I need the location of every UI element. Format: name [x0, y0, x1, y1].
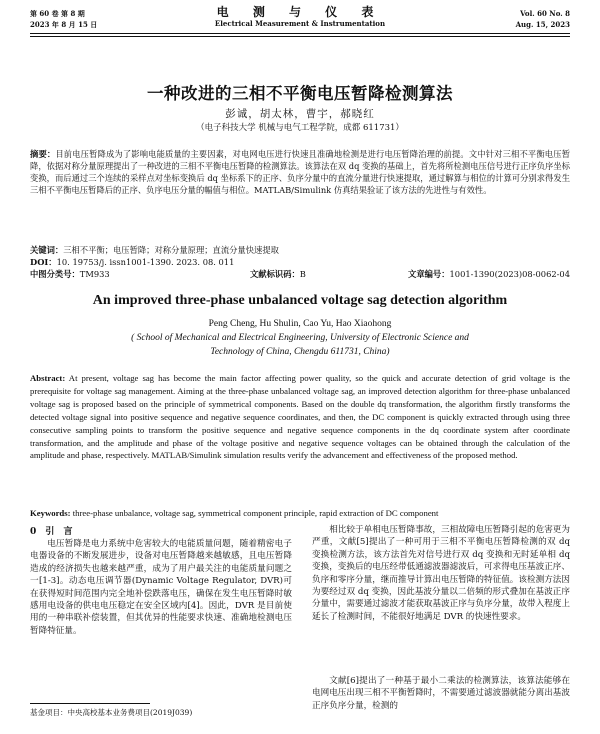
doi-label: DOI：: [30, 257, 57, 267]
clc-number: [30, 268, 110, 280]
header-volume-en: Vol. 60 No. 8: [520, 9, 570, 18]
body-right-paragraph-1: 相比较于单相电压暂降事故，三相故障电压暂降引起的危害更为严重，文献[5]提出了一种可用于三相不平衡电压暂降检测的双 dq 变换检测方法，该方法首先对信号进行双 dq 变换和无时延单相 dq 变换，变换后的电压经带低通滤波器滤波后，可求得电压基波正序、负序和零序分量，继而推导计算出电压暂降的特征值。该检测方法因为要经过双 dq 变换，因此基波分量以二倍频的形式叠加在基波正序分量中，需要通过滤波才能获取基波正序与负序分量，故带入程度上延长了检测时间，不能很好地满足 DVR 的快速性要求。: [312, 525, 570, 622]
keywords-cn-text: 三相不平衡；电压暂降；对称分量原理；直流分量快速提取: [63, 245, 279, 255]
article-number: [408, 268, 570, 280]
doc-code-label: 文献标识码：: [250, 269, 300, 279]
header-volume-cn: 第 60 卷 第 8 期: [30, 9, 85, 18]
header-date-en: Aug. 15, 2023: [515, 20, 570, 29]
header-date-cn: 2023 年 8 月 15 日: [30, 20, 98, 29]
header-rule-thin: [30, 36, 570, 37]
journal-name-en: Electrical Measurement & Instrumentation: [214, 19, 386, 28]
affiliation-en-line1: ( School of Mechanical and Electrical Engineering, University of Electronic Science and: [131, 333, 469, 343]
paper-title-en: An improved three-phase unbalanced voltage sag detection algorithm: [92, 293, 508, 308]
keywords-cn-label: 关键词：: [30, 245, 64, 255]
body-right-paragraph-2: 文献[6]提出了一种基于最小二乘法的检测算法，该算法能够在电网电压出现三相不平衡暂降时，不需要通过滤波器就能分离出基波正序负序分量，检测的: [312, 676, 570, 711]
header-journal: [0, 5, 600, 29]
header-rule: [30, 33, 570, 34]
clc-label: 中图分类号：: [30, 269, 80, 279]
keywords-en: [30, 507, 570, 520]
keywords-en-text: three-phase unbalance, voltage sag, symmetrical component principle, rapid extraction of DC component: [70, 508, 439, 518]
abstract-cn-label: 摘要：: [30, 149, 56, 159]
document-code: [250, 268, 306, 280]
authors-en: Peng Cheng, Hu Shulin, Cao Yu, Hao Xiaohong: [208, 319, 392, 329]
body-left-column: 电压暂降是电力系统中危害较大的电能质量问题，随着精密电子电器设备的不断发展进步，设备对电压暂降越来越敏感，且电压暂降造成的经济损失也越来越严重，成为了用户最关注的电能质量问题之一[1-3]。动态电压调节器(Dynamic Voltage Regulator, DVR)可在获得短时间范围内完全地补偿跌落电压，确保在发生电压暂降时敏感用电设备的供电电压稳定在安全区域内[4]。因此，DVR 是目前使用的一种串联补偿装置，但其优异的性能要求快速、准确地检测电压暂降特征量。: [30, 539, 292, 636]
article-no-text: 1001-1390(2023)08-0062-04: [449, 269, 570, 279]
abstract-cn-text: 目前电压暂降成为了影响电能质量的主要因素，对电网电压进行快速且准确地检测是进行电压暂降治理的前提。文中针对三相不平衡电压暂降，依据对称分量原理提出了一种改进的三相不平衡电压暂降的检测算法。该算法在双 dq 变换的基础上，首先将所检测电压信号进行正序负序坐标变换，而后通过三个连续的采样点对坐标变换后 dq 坐标系下的正序、负序分量中的直流分量进行快速提取，通过解算与相位的计算可分别求得发生三相不平衡电压暂降后的正序、负序电压分量的幅值与相位。MATLAB/Simulink 仿真结果验证了该方法的先进性与有效性。: [30, 149, 570, 196]
journal-name-cn: 电 测 与 仪 表: [216, 5, 384, 19]
abstract-cn: [30, 148, 570, 196]
abstract-en: [30, 372, 570, 462]
funding-note: 基金项目：中央高校基本业务费项目(2019J039): [30, 708, 193, 717]
doc-code-text: B: [299, 269, 306, 279]
doi: [30, 256, 234, 268]
keywords-en-label: Keywords:: [30, 508, 71, 518]
doi-text: 10. 19753/j. issn1001-1390. 2023. 08. 011: [56, 257, 235, 267]
section-heading-intro: 0 引 言: [30, 527, 76, 537]
paper-title-cn: 一种改进的三相不平衡电压暂降检测算法: [147, 84, 453, 103]
article-no-label: 文章编号：: [408, 269, 450, 279]
affiliation-en-line2: Technology of China, Chengdu 611731, China): [210, 347, 390, 357]
affiliation-cn: （电子科技大学 机械与电气工程学院，成都 611731）: [196, 123, 404, 133]
abstract-en-text: At present, voltage sag has become the main factor affecting power quality, so the quick and accurate detection of grid voltage is the prerequisite for voltage sag management. Aiming at the three-phase unbalanced voltage sag, an improved detection algorithm for three-phase unbalanced voltage sag is proposed based on the principle of symmetrical components. Based on the double dq transformation, the algorithm firstly transforms the detected voltage signal into positive sequence and negative sequence coordinates, and then, the DC component is quickly extracted through using three consecutive sampling points to transform the positive sequence and negative sequence components in the dq coordinate system after coordinate transformation, and the amplitude and phase of the voltage positive and negative sequence voltages can be obtained through the calculation of the amplitude and phase, respectively. MATLAB/Simulink simulation results verify the advancement and effectiveness of the proposed method.: [30, 373, 570, 461]
abstract-en-label: Abstract:: [30, 373, 66, 383]
footnote-rule: [30, 703, 150, 704]
header-right: [516, 8, 570, 30]
authors-cn: 彭诚，胡太林，曹宇，郝晓红: [225, 108, 375, 120]
keywords-cn: [30, 244, 279, 256]
clc-text: TM933: [79, 269, 110, 279]
